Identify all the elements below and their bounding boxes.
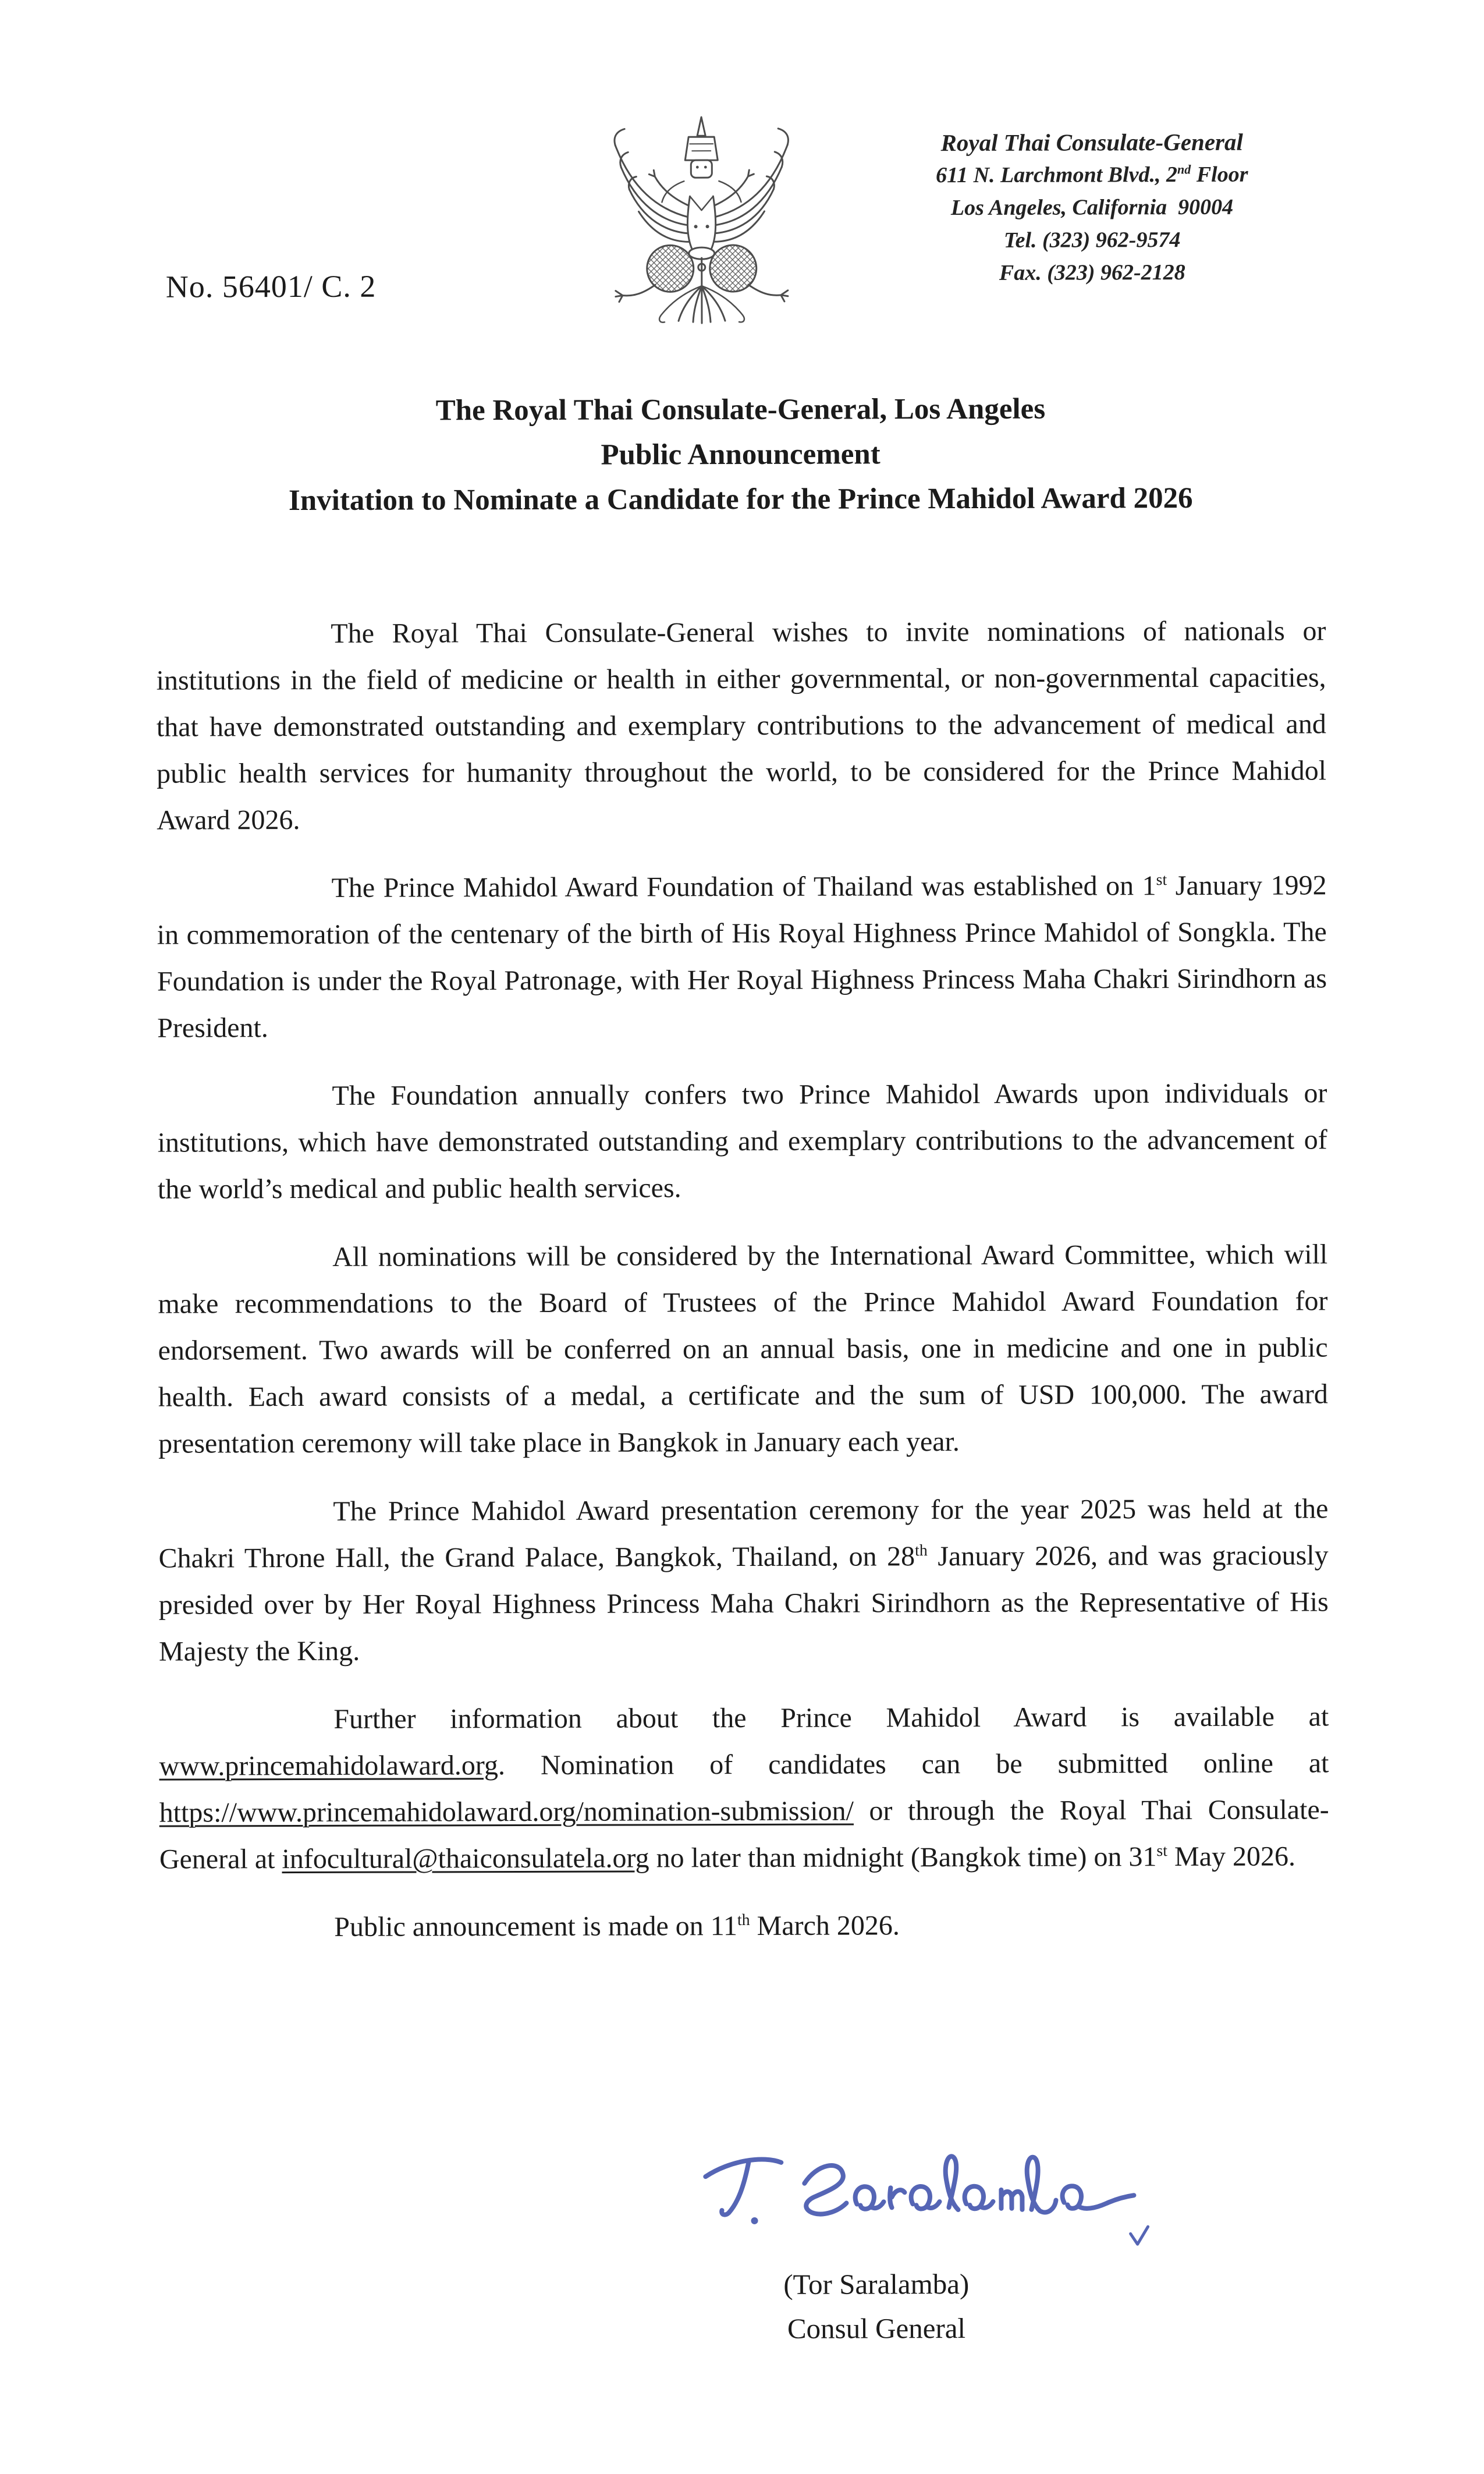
text-run: All nominations will be considered by the International Award Committee, which will make recommendations to the Board of Trustees of the Prince Mahidol Award Foundation for endorsement. Two awards will be conferred on an annual basis, one in medicine and one in public health. Each award consists of a medal, a certificate and the sum of USD 100,000. The award presentation ceremony will take place in Bangkok in January each year. xyxy=(158,1239,1328,1459)
text-run: The Royal Thai Consulate-General wishes to invite nominations of nationals or institutions in the field of medicine or health in either governmental, or non-governmental capacities, that have demonstrated outstanding and exemplary contributions to the advancement of medical and public health services for humanity throughout the world, to be considered for the Prince Mahidol Award 2026. xyxy=(156,615,1327,836)
text-run: no later than midnight (Bangkok time) on 31 xyxy=(649,1841,1157,1874)
superscript: st xyxy=(1156,1842,1168,1860)
letterhead-org-name xyxy=(842,125,1342,159)
text-run: Fax. (323) 962-2128 xyxy=(999,260,1185,285)
text-run: January 2026, and was graciously presided over by Her Royal Highness Princess Maha Chakri Sirindhorn as the Representative of His Majesty the King. xyxy=(158,1540,1329,1667)
letterhead-line xyxy=(842,158,1342,192)
signatory-title: Consul General xyxy=(787,2312,966,2345)
letterhead-line xyxy=(842,223,1343,257)
body-paragraph-4 xyxy=(158,1231,1328,1467)
text-run: January 1992 in commemoration of the centenary of the birth of His Royal Highness Prince Mahidol of Songkla. The Foundation is under the Royal Patronage, with Her Royal Highness Princess Maha Chakri Sirindhorn as President. xyxy=(157,870,1327,1044)
text-run: March 2026. xyxy=(750,1910,900,1941)
document-number: No. 56401/ C. 2 xyxy=(165,268,377,304)
text-run: Floor xyxy=(1191,162,1248,187)
text-run: Further information about the Prince Mahidol Award is available at xyxy=(333,1701,1329,1735)
hyperlink[interactable]: www.princemahidolaward.org xyxy=(159,1750,499,1782)
text-run: May 2026. xyxy=(1167,1841,1296,1873)
body-paragraph-2 xyxy=(157,862,1327,1051)
body-paragraph-5 xyxy=(158,1486,1329,1675)
text-run: Royal Thai Consulate-General xyxy=(940,128,1243,157)
announcement-title xyxy=(158,386,1323,523)
garuda-emblem-icon xyxy=(601,111,802,327)
text-run: The Prince Mahidol Award presentation ceremony for the year 2025 was held at the Chakri Throne Hall, the Grand Palace, Bangkok, Thailand, on 28 xyxy=(158,1493,1329,1574)
announcement-title-line-2: Public Announcement xyxy=(601,438,881,472)
superscript: st xyxy=(1156,871,1167,889)
text-run: Los Angeles, California 90004 xyxy=(950,194,1234,221)
hyperlink[interactable]: https://www.princemahidolaward.org/nomination-submission/ xyxy=(159,1795,854,1828)
announcement-title-line-3: Invitation to Nominate a Candidate for the Prince Mahidol Award 2026 xyxy=(288,481,1193,518)
letterhead-line xyxy=(842,190,1342,224)
signature-block xyxy=(673,2266,1080,2347)
text-run: or through the Royal Thai Consulate-General at xyxy=(159,1794,1329,1875)
text-run: Tel. (323) 962-9574 xyxy=(1003,228,1181,253)
body-paragraph-7 xyxy=(159,1901,1329,1951)
text-run: . Nomination of candidates can be submitted online at xyxy=(498,1748,1329,1781)
text-run: Public announcement is made on 11 xyxy=(334,1911,738,1943)
letter-body xyxy=(156,608,1329,1972)
text-run: 611 N. Larchmont Blvd., 2 xyxy=(936,162,1178,188)
superscript: th xyxy=(737,1911,750,1930)
letterhead-line xyxy=(842,256,1343,289)
letterhead xyxy=(842,125,1343,289)
hyperlink[interactable]: infocultural@thaiconsulatela.org xyxy=(282,1842,649,1875)
superscript: th xyxy=(915,1541,928,1560)
body-paragraph-6 xyxy=(159,1693,1329,1883)
body-paragraph-3 xyxy=(157,1070,1327,1213)
signatory-name: (Tor Saralamba) xyxy=(783,2267,970,2301)
signature-handwriting-icon xyxy=(693,2126,1153,2262)
text-run: The Foundation annually confers two Prince Mahidol Awards upon individuals or institutions, which have demonstrated outstanding and exemplary contributions to the advancement of the world’s medical and public health services. xyxy=(157,1077,1327,1205)
superscript: nd xyxy=(1177,162,1191,177)
body-paragraph-1 xyxy=(156,608,1326,843)
text-run: The Prince Mahidol Award Foundation of Thailand was established on 1 xyxy=(331,870,1156,903)
announcement-title-line-1: The Royal Thai Consulate-General, Los Angeles xyxy=(435,392,1046,427)
